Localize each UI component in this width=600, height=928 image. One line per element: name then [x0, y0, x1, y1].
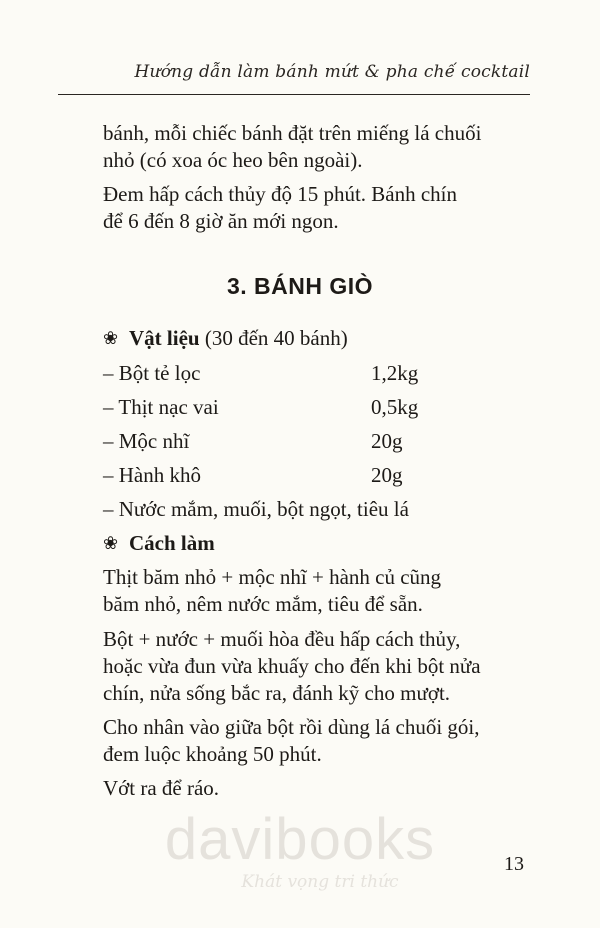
ingredient-row: [103, 428, 403, 455]
intro-line: bánh, mỗi chiếc bánh đặt trên miếng lá chuối: [103, 121, 482, 145]
method-line: băm nhỏ, nêm nước mắm, tiêu để sẵn.: [103, 592, 423, 616]
header-divider: [58, 94, 530, 95]
flower-icon: ❀: [103, 533, 119, 553]
intro-line: Đem hấp cách thủy độ 15 phút. Bánh chín: [103, 182, 458, 206]
ingredient-row: [103, 462, 403, 489]
ingredient-qty: 20g: [371, 429, 403, 453]
flower-icon: ❀: [103, 328, 119, 348]
watermark-brand: davibooks: [164, 807, 436, 872]
ingredient-row: [103, 496, 409, 523]
method-line: Vớt ra để ráo.: [103, 776, 220, 800]
running-header: Hướng dẫn làm bánh mứt & pha chế cocktail: [134, 62, 530, 82]
materials-label: Vật liệu: [129, 326, 200, 350]
materials-note: (30 đến 40 bánh): [204, 326, 348, 350]
method-line: đem luộc khoảng 50 phút.: [103, 742, 322, 766]
ingredient-name: – Mộc nhĩ: [103, 429, 190, 453]
intro-line: nhỏ (có xoa óc heo bên ngoài).: [103, 148, 363, 172]
ingredient-qty: 0,5kg: [371, 395, 419, 419]
method-line: hoặc vừa đun vừa khuấy cho đến khi bột nửa: [103, 654, 481, 678]
ingredient-name: – Hành khô: [103, 463, 201, 487]
method-line: Thịt băm nhỏ + mộc nhĩ + hành củ cũng: [103, 565, 442, 589]
method-line: chín, nửa sống bắc ra, đánh kỹ cho mượt.: [103, 681, 451, 705]
ingredient-name: – Bột tẻ lọc: [103, 361, 201, 385]
intro-line: để 6 đến 8 giờ ăn mới ngon.: [103, 209, 339, 233]
method-heading: [103, 530, 215, 557]
page-number: 13: [504, 853, 524, 875]
ingredient-qty: 1,2kg: [371, 361, 419, 385]
ingredient-row: [103, 360, 418, 387]
ingredient-name: – Thịt nạc vai: [103, 395, 219, 419]
ingredient-name: – Nước mắm, muối, bột ngọt, tiêu lá: [103, 497, 409, 521]
watermark-tagline: Khát vọng tri thức: [241, 872, 399, 892]
materials-heading: [103, 325, 348, 352]
method-line: Bột + nước + muối hòa đều hấp cách thủy,: [103, 627, 461, 651]
method-label: Cách làm: [129, 531, 215, 555]
section-heading: 3. BÁNH GIÒ: [226, 273, 374, 299]
ingredient-qty: 20g: [371, 463, 403, 487]
ingredient-row: [103, 394, 418, 421]
method-line: Cho nhân vào giữa bột rồi dùng lá chuối gói,: [103, 715, 480, 739]
